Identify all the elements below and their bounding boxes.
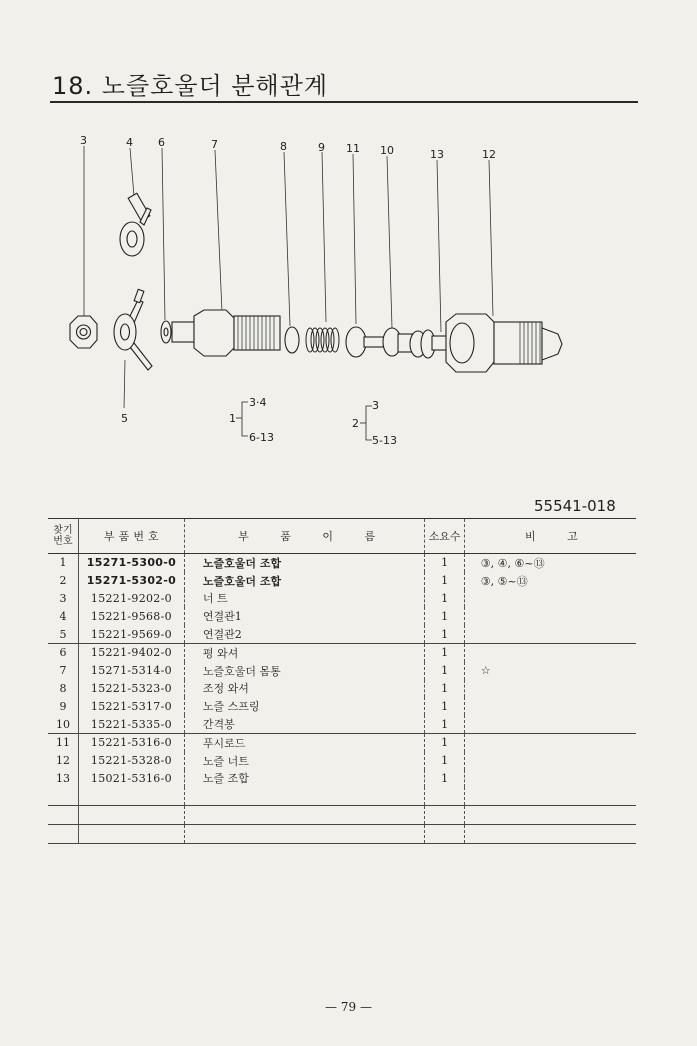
header-remarks-text: 비 고 bbox=[525, 530, 592, 543]
row-quantity: 1 bbox=[425, 643, 464, 661]
row-part-name: 노즐호울더 조합 bbox=[184, 554, 424, 572]
table-row bbox=[48, 572, 636, 590]
callout-10: 10 bbox=[380, 144, 394, 157]
header-find-number bbox=[48, 519, 78, 554]
page-number: — 79 — bbox=[325, 1000, 372, 1014]
row-part-number: 15271-5314-0 bbox=[78, 662, 184, 680]
row-find-number: 7 bbox=[48, 662, 78, 680]
row-part-number: 15221-9402-0 bbox=[78, 643, 184, 661]
page-title: 18. 노즐호울더 분해관계 bbox=[52, 72, 329, 100]
row-find-number: 8 bbox=[48, 680, 78, 698]
row-find-number: 2 bbox=[48, 572, 78, 590]
document-number: 55541-018 bbox=[534, 497, 616, 515]
assembly-2-top: 3 bbox=[372, 399, 379, 412]
assembly-1-top: 3·4 bbox=[249, 396, 267, 409]
exploded-diagram bbox=[0, 110, 697, 460]
callout-6: 6 bbox=[158, 136, 165, 149]
row-quantity: 1 bbox=[425, 554, 464, 572]
row-part-name: 연결관2 bbox=[184, 625, 424, 643]
empty-row bbox=[48, 787, 636, 805]
callout-3: 3 bbox=[80, 134, 87, 147]
row-part-name: 노즐호울더 몸통 bbox=[184, 662, 424, 680]
row-find-number: 1 bbox=[48, 554, 78, 572]
row-part-number: 15221-5323-0 bbox=[78, 680, 184, 698]
row-part-name: 연결관1 bbox=[184, 607, 424, 625]
assembly-2-bottom: 5-13 bbox=[372, 434, 397, 447]
title-underline bbox=[50, 101, 638, 103]
row-find-number: 5 bbox=[48, 625, 78, 643]
row-part-number: 15221-9569-0 bbox=[78, 625, 184, 643]
nut-part bbox=[70, 316, 97, 348]
washer-part bbox=[161, 321, 171, 343]
assembly-2-label: 2 bbox=[352, 417, 359, 430]
callout-8: 8 bbox=[280, 140, 287, 153]
row-find-number: 6 bbox=[48, 643, 78, 661]
table-row bbox=[48, 662, 636, 680]
row-remarks bbox=[464, 643, 636, 661]
table-row bbox=[48, 680, 636, 698]
row-quantity: 1 bbox=[425, 715, 464, 733]
row-remarks bbox=[464, 715, 636, 733]
holder-body-part bbox=[172, 310, 280, 356]
row-remarks bbox=[464, 733, 636, 751]
callout-13: 13 bbox=[430, 148, 444, 161]
empty-row bbox=[48, 806, 636, 825]
callout-11: 11 bbox=[346, 142, 360, 155]
header-part-number: 부 품 번 호 bbox=[78, 519, 184, 554]
header-find-number-line2: 번호 bbox=[53, 536, 73, 547]
assembly-1-bottom: 6-13 bbox=[249, 431, 274, 444]
row-part-name: 조정 와셔 bbox=[184, 680, 424, 698]
row-find-number: 13 bbox=[48, 770, 78, 788]
row-part-number: 15021-5316-0 bbox=[78, 770, 184, 788]
row-quantity: 1 bbox=[425, 572, 464, 590]
table-row bbox=[48, 697, 636, 715]
table-row bbox=[48, 733, 636, 751]
row-part-number: 15271-5302-0 bbox=[78, 572, 184, 590]
row-part-number: 15221-9202-0 bbox=[78, 590, 184, 608]
row-remarks: ③, ⑤~⑬ bbox=[480, 574, 528, 588]
row-part-name: 노즐호울더 조합 bbox=[184, 572, 424, 590]
row-remarks: ③, ④, ⑥~⑬ bbox=[480, 556, 545, 570]
row-part-name: 푸시로드 bbox=[184, 733, 424, 751]
row-quantity: 1 bbox=[425, 770, 464, 788]
row-quantity: 1 bbox=[425, 752, 464, 770]
table-row bbox=[48, 770, 636, 788]
nozzle-nut-part bbox=[446, 314, 562, 372]
callout-7: 7 bbox=[211, 138, 218, 151]
table-row bbox=[48, 625, 636, 643]
row-part-name: 평 와셔 bbox=[184, 643, 424, 661]
row-quantity: 1 bbox=[425, 590, 464, 608]
table-row bbox=[48, 607, 636, 625]
row-part-number: 15221-5316-0 bbox=[78, 733, 184, 751]
table-row bbox=[48, 752, 636, 770]
row-part-number: 15221-5328-0 bbox=[78, 752, 184, 770]
callout-4: 4 bbox=[126, 136, 133, 149]
row-find-number: 12 bbox=[48, 752, 78, 770]
header-quantity: 소요수 bbox=[425, 519, 464, 554]
row-part-name: 노즐 너트 bbox=[184, 752, 424, 770]
row-quantity: 1 bbox=[425, 680, 464, 698]
header-part-name-text: 부 품 이 름 bbox=[238, 530, 390, 543]
callout-9: 9 bbox=[318, 141, 325, 154]
spacer-part bbox=[383, 328, 426, 357]
header-part-name bbox=[184, 519, 424, 554]
parts-table-body bbox=[48, 554, 636, 788]
row-part-name: 노즐 스프링 bbox=[184, 697, 424, 715]
row-quantity: 1 bbox=[425, 662, 464, 680]
row-find-number: 11 bbox=[48, 733, 78, 751]
row-part-number: 15221-9568-0 bbox=[78, 607, 184, 625]
row-find-number: 10 bbox=[48, 715, 78, 733]
row-remarks bbox=[464, 590, 636, 608]
row-remarks bbox=[464, 625, 636, 643]
row-find-number: 4 bbox=[48, 607, 78, 625]
adjusting-washer-part bbox=[285, 327, 299, 353]
row-remarks bbox=[464, 607, 636, 625]
empty-rows bbox=[48, 787, 636, 843]
row-find-number: 9 bbox=[48, 697, 78, 715]
row-part-name: 간격봉 bbox=[184, 715, 424, 733]
table-row bbox=[48, 715, 636, 733]
row-quantity: 1 bbox=[425, 733, 464, 751]
row-remarks bbox=[464, 770, 636, 788]
table-header-row bbox=[48, 519, 636, 554]
row-quantity: 1 bbox=[425, 607, 464, 625]
row-remarks bbox=[464, 752, 636, 770]
row-quantity: 1 bbox=[425, 697, 464, 715]
row-remarks bbox=[464, 697, 636, 715]
row-remarks: ☆ bbox=[480, 664, 491, 678]
row-part-number: 15221-5335-0 bbox=[78, 715, 184, 733]
table-row bbox=[48, 554, 636, 572]
row-part-number: 15221-5317-0 bbox=[78, 697, 184, 715]
callout-5: 5 bbox=[121, 412, 128, 425]
row-quantity: 1 bbox=[425, 625, 464, 643]
banjo-connector-1 bbox=[120, 193, 151, 256]
header-remarks bbox=[464, 519, 636, 554]
row-find-number: 3 bbox=[48, 590, 78, 608]
empty-row bbox=[48, 824, 636, 843]
callout-12: 12 bbox=[482, 148, 496, 161]
row-part-name: 노즐 조합 bbox=[184, 770, 424, 788]
row-remarks bbox=[464, 680, 636, 698]
table-row bbox=[48, 590, 636, 608]
table-row bbox=[48, 643, 636, 661]
parts-table bbox=[48, 518, 636, 844]
assembly-1-label: 1 bbox=[229, 412, 236, 425]
pushrod-part bbox=[346, 327, 386, 357]
spring-part bbox=[306, 328, 339, 352]
header-find-number-line1: 찾기 bbox=[53, 525, 73, 536]
banjo-connector-2 bbox=[114, 289, 152, 370]
row-part-name: 너 트 bbox=[184, 590, 424, 608]
row-part-number: 15271-5300-0 bbox=[78, 554, 184, 572]
